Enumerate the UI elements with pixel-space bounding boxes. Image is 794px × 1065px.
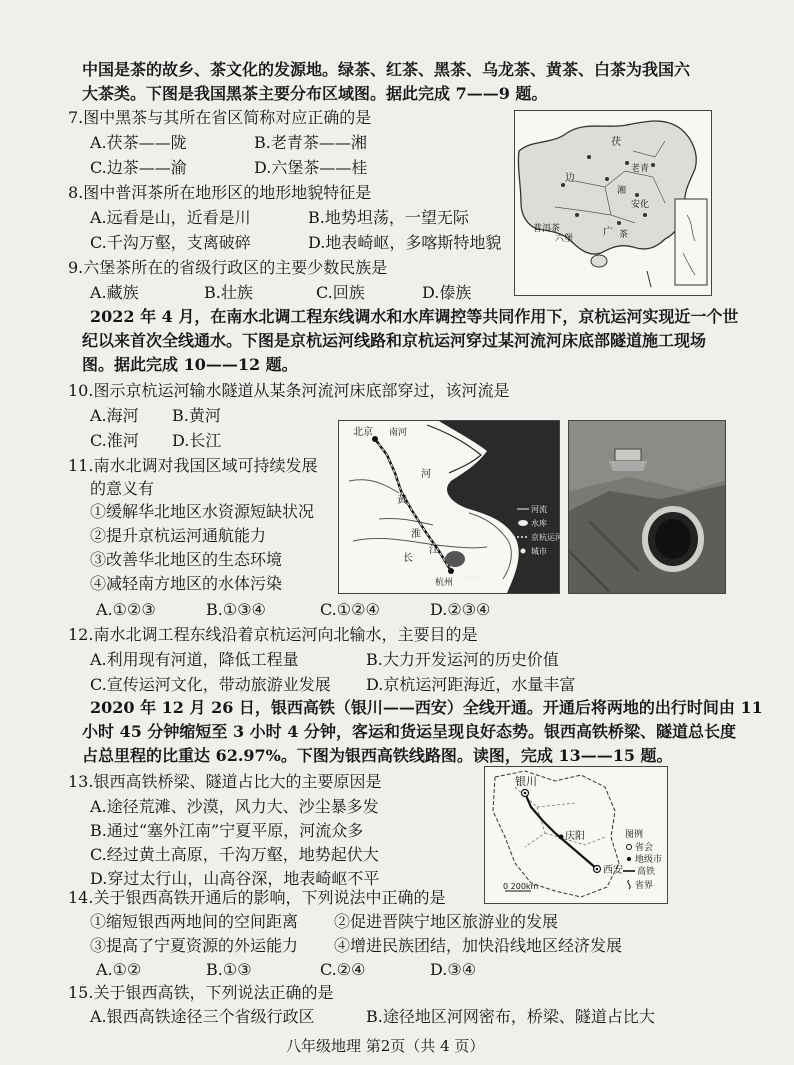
map3-legend-prefecture: 地级市: [635, 855, 663, 865]
q10-option-b: B.黄河: [172, 406, 221, 425]
q9-stem: 9.六堡茶所在的省级行政区的主要少数民族是: [68, 258, 388, 277]
map2-label-hangzhou: 杭州: [435, 578, 454, 588]
map2-legend-river: 河流: [531, 505, 547, 514]
intro-canal-line2: 纪以来首次全线通水。下图是京杭运河线路和京杭运河穿过某河流河床底部隧道施工现场: [82, 331, 707, 350]
map3-scale: 0 200km: [503, 882, 539, 891]
intro-canal-line3: 图。据此完成 10——12 题。: [82, 355, 298, 374]
q9-option-c: C.回族: [316, 283, 365, 302]
map1-label-fu: 茯: [611, 137, 621, 148]
q9-option-b: B.壮族: [204, 283, 253, 302]
map2-label-beijing: 北京: [353, 427, 373, 438]
q10-option-c: C.淮河: [90, 431, 139, 450]
q14-statement-4: ④增进民族团结，加快沿线地区经济发展: [334, 936, 623, 955]
map2-label-chang: 长: [403, 553, 413, 564]
map1-label-xiang: 湘: [617, 186, 627, 196]
q13-stem: 13.银西高铁桥梁、隧道占比大的主要原因是: [68, 772, 382, 791]
q8-option-a: A.远看是山，近看是川: [90, 208, 251, 227]
q7-stem: 7.图中黑茶与其所在省区简称对应正确的是: [68, 108, 372, 127]
grand-canal-map: [338, 420, 563, 594]
map1-label-cha: 茶: [619, 230, 629, 240]
yinxi-railway-map: [484, 766, 668, 904]
q7-option-b: B.老青茶——湘: [254, 133, 367, 152]
black-tea-map: [514, 110, 712, 296]
q14-statement-1: ①缩短银西两地间的空间距离: [90, 912, 299, 931]
q7-option-c: C.边茶——渝: [90, 158, 187, 177]
q11-statement-3: ③改善华北地区的生态环境: [90, 550, 283, 569]
intro-canal-line1: 2022 年 4 月，在南水北调工程东线调水和水库调控等共同作用下，京杭运河实现近一个世: [90, 307, 739, 326]
q11-option-d: D.②③④: [430, 600, 491, 619]
map2-legend-canal: 京杭运河: [531, 533, 563, 542]
map3-legend-title: 图例: [625, 830, 644, 840]
map2-label-nanhe: 南河: [389, 428, 408, 438]
q11-option-a: A.①②③: [96, 600, 156, 619]
q12-option-c: C.宣传运河文化，带动旅游业发展: [90, 675, 331, 694]
q14-option-b: B.①③: [206, 960, 252, 979]
q7-option-d: D.六堡茶——桂: [254, 158, 368, 177]
map3-legend-railway: 高铁: [637, 867, 656, 877]
intro-railway-line1: 2020 年 12 月 26 日，银西高铁（银川——西安）全线开通。开通后将两地的出行时间由 11: [90, 698, 763, 717]
q15-option-a: A.银西高铁途径三个省级行政区: [90, 1007, 315, 1026]
q12-stem: 12.南水北调工程东线沿着京杭运河向北输水，主要目的是: [68, 625, 478, 644]
intro-railway-line3: 占总里程的比重达 62.97%。下图为银西高铁线路图。读图，完成 13——15 题。: [82, 746, 673, 765]
q11-statement-2: ②提升京杭运河通航能力: [90, 526, 267, 545]
q11-stem-line2: 的意义有: [90, 479, 155, 498]
map3-legend-capital: 省会: [635, 843, 654, 853]
map1-label-bian: 边: [565, 173, 575, 184]
map2-label-huai: 淮: [411, 529, 421, 540]
q14-option-c: C.②④: [320, 960, 366, 979]
q14-statement-2: ②促进晋陕宁地区旅游业的发展: [334, 912, 559, 931]
map3-legend-boundary: 省界: [635, 881, 654, 891]
q11-option-c: C.①②④: [320, 600, 380, 619]
q14-option-a: A.①②: [96, 960, 142, 979]
map3-label-qingyang: 庆阳: [565, 831, 585, 842]
q13-option-a: A.途径荒滩、沙漠，风力大、沙尘暴多发: [90, 797, 379, 816]
map1-label-anhua: 安化: [631, 200, 650, 210]
q7-option-a: A.茯茶——陇: [90, 133, 187, 152]
q13-option-c: C.经过黄土高原，千沟万壑，地势起伏大: [90, 845, 379, 864]
map1-label-laoqing: 老青: [631, 164, 650, 174]
tunnel-construction-photo: [568, 420, 726, 594]
q11-option-b: B.①③④: [206, 600, 266, 619]
q8-option-d: D.地表崎岖，多喀斯特地貌: [308, 233, 502, 252]
map2-label-huang: 黄: [397, 495, 407, 506]
map1-label-liubao: 六堡: [555, 234, 574, 244]
q9-option-a: A.藏族: [90, 283, 139, 302]
map3-label-xian: 西安: [603, 865, 623, 876]
map1-label-guang: 广: [603, 227, 613, 238]
map2-label-he: 河: [421, 469, 431, 480]
q14-stem: 14.关于银西高铁开通后的影响，下列说法中正确的是: [68, 888, 446, 907]
q14-option-d: D.③④: [430, 960, 477, 979]
intro-railway-line2: 小时 45 分钟缩短至 3 小时 4 分钟，客运和货运呈现良好态势。银西高铁桥梁、隧道总长度: [82, 722, 736, 741]
map2-legend-reservoir: 水库: [531, 519, 547, 528]
intro-tea-line2: 大茶类。下图是我国黑茶主要分布区域图。据此完成 7——9 题。: [82, 84, 548, 103]
q11-statement-1: ①缓解华北地区水资源短缺状况: [90, 502, 315, 521]
page-footer: 八年级地理 第2页（共 4 页）: [286, 1037, 485, 1055]
q13-option-d: D.穿过太行山，山高谷深，地表崎岖不平: [90, 869, 380, 888]
q12-option-b: B.大力开发运河的历史价值: [366, 650, 559, 669]
q11-stem-line1: 11.南水北调对我国区域可持续发展: [68, 456, 318, 475]
map2-label-qiantang: 钱塘江: [465, 574, 489, 583]
q8-stem: 8.图中普洱茶所在地形区的地形地貌特征是: [68, 183, 372, 202]
q10-option-d: D.长江: [172, 431, 222, 450]
q10-option-a: A.海河: [90, 406, 139, 425]
q15-option-b: B.途径地区河网密布，桥梁、隧道占比大: [366, 1007, 655, 1026]
q9-option-d: D.傣族: [422, 283, 472, 302]
map3-label-yinchuan: 银川: [515, 775, 537, 788]
q12-option-a: A.利用现有河道，降低工程量: [90, 650, 299, 669]
q10-stem: 10.图示京杭运河输水隧道从某条河流河床底部穿过，该河流是: [68, 381, 510, 400]
intro-tea-line1: 中国是茶的故乡、茶文化的发源地。绿茶、红茶、黑茶、乌龙茶、黄茶、白茶为我国六: [82, 60, 691, 79]
q8-option-b: B.地势坦荡，一望无际: [308, 208, 469, 227]
q8-option-c: C.千沟万壑，支离破碎: [90, 233, 251, 252]
q15-stem: 15.关于银西高铁，下列说法正确的是: [68, 983, 334, 1002]
q11-statement-4: ④减轻南方地区的水体污染: [90, 574, 283, 593]
map2-legend-city: 城市: [531, 547, 547, 556]
q14-statement-3: ③提高了宁夏资源的外运能力: [90, 936, 299, 955]
q13-option-b: B.通过“塞外江南”宁夏平原，河流众多: [90, 821, 364, 840]
map2-label-jiang: 江: [429, 545, 439, 556]
q12-option-d: D.京杭运河距海近，水量丰富: [366, 675, 576, 694]
map1-label-puer: 普洱茶: [533, 224, 561, 234]
